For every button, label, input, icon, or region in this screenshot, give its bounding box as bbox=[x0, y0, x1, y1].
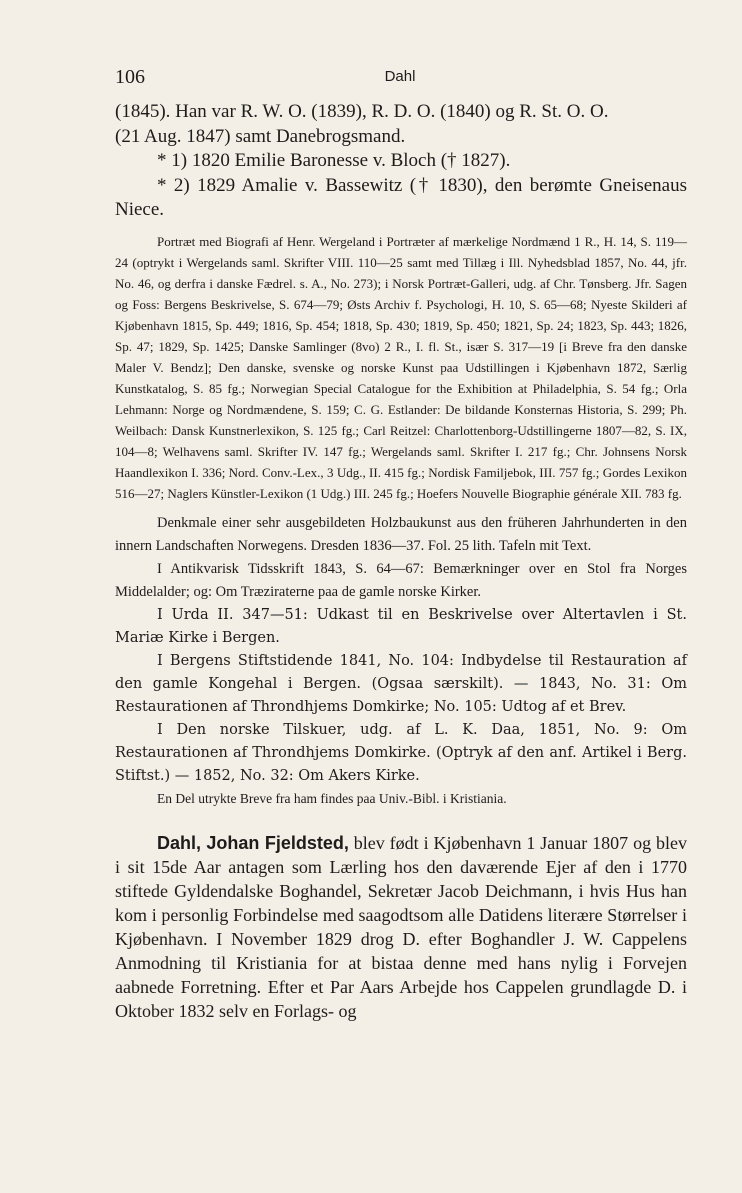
work-urda: I Urda II. 347—51: Udkast til en Beskrivelse over Altertavlen i St. Mariæ Kirke i Bergen. bbox=[115, 606, 687, 646]
running-title: Dahl bbox=[384, 68, 416, 85]
work-bergens: I Bergens Stiftstidende 1841, No. 104: Indbydelse til Restauration af den gamle Kongehal i Bergen. (Ogsaa særskilt). — 1843, No. 31: Om Restaurationen af Throndhjems Domkirke; No. 105: Udtog af et Brev. bbox=[115, 652, 687, 715]
page-number: 106 bbox=[115, 66, 145, 88]
intro-line-1: (1845). Han var R. W. O. (1839), R. D. O. (1840) og R. St. O. O. bbox=[115, 101, 609, 122]
intro-line-2: (21 Aug. 1847) samt Danebrogsmand. bbox=[115, 125, 406, 147]
marriage-1: * 1) 1820 Emilie Baronesse v. Bloch († 1827). bbox=[157, 150, 511, 171]
entry-text: blev født i Kjøbenhavn 1 Januar 1807 og blev i sit 15de Aar antagen som Lærling hos den daværende Ejer af den i 1770 stiftede Gyldendalske Boghandel, Sekretær Jacob Deichmann, i hvis Hus han kom i personlig Forbindelse med saagodtsom alle Datidens literære Størrelser i Kjøbenhavn. I November 1829 drog D. efter Boghandler J. W. Cappelens Anmodning til Kristiania for at bistaa denne med hans nylig i Forvejen aabnede Forretning. Efter et Par Aars Arbejde hos Cappelen grundlagde D. i Oktober 1832 selv en Forlags- og bbox=[115, 832, 687, 1021]
work-denkmale: Denkmale einer sehr ausgebildeten Holzbaukunst aus den früheren Jahrhunderten in den innern Landschaften Norwegens. Dresden 1836—37. Fol. 25 lith. Tafeln mit Text. bbox=[115, 514, 687, 554]
work-antikvarisk: I Antikvarisk Tidsskrift 1843, S. 64—67: Bemærkninger over en Stol fra Norges Middelalder; og: Om Træziraterne paa de gamle norske Kirker. bbox=[115, 560, 687, 600]
letters-note: En Del utrykte Breve fra ham findes paa Univ.-Bibl. i Kristiania. bbox=[157, 790, 507, 806]
page-content bbox=[115, 100, 687, 1023]
entry-paragraph bbox=[115, 831, 687, 1023]
work-norske: I Den norske Tilskuer, udg. af L. K. Daa, 1851, No. 9: Om Restaurationen af Throndhjems Domkirke. (Optryk af den anf. Artikel i Berg. Stiftst.) — 1852, No. 32: Om Akers Kirke. bbox=[115, 721, 687, 784]
page-header bbox=[115, 66, 685, 96]
marriage-2: * 2) 1829 Amalie v. Bassewitz († 1830), den berømte Gneisenaus Niece. bbox=[115, 174, 687, 220]
bibliography: Portræt med Biografi af Henr. Wergeland i Portræter af mærkelige Nordmænd 1 R., H. 14, S. 119—24 (optrykt i Wergelands saml. Skrifter VIII. 110—25 samt med Tillæg i Ill. Nyhedsblad 1857, No. 44, jfr. No. 46, og derfra i danske Fædrel. s. A., No. 273); i Norsk Portræt-Galleri, udg. af Chr. Tønsberg. Jfr. Sagen og Foss: Bergens Beskrivelse, S. 674—79; Østs Archiv f. Psychologi, H. 10, S. 65—68; Nyeste Skilderi af Kjøbenhavn 1815, Sp. 449; 1816, Sp. 454; 1818, Sp. 430; 1819, Sp. 450; 1821, Sp. 24; 1823, Sp. 443; 1826, Sp. 47; 1829, Sp. 1425; Danske Samlinger (8vo) 2 R., I. fl. St., især S. 317—19 [i Breve fra den danske Maler V. Bendz]; Den danske, svenske og norske Kunst paa Udstillingen i Kjøbenhavn 1872, Særlig Kunstkatalog, S. 85 fg.; Norwegian Special Catalogue for the Exhibition at Philadelphia, S. 54 fg.; Orla Lehmann: Norge og Nordmændene, S. 159; C. G. Estlander: De bildande Konsternas Historia, S. 299; Ph. Weilbach: Dansk Kunstnerlexikon, S. 125 fg.; Carl Reitzel: Charlottenborg-Udstillingerne 1807—82, S. IX, 104—8; Welhavens saml. Skrifter IV. 147 fg.; Wergelands saml. Skrifter I. 217 fg.; Chr. Johnsens Norsk Haandlexikon I. 336; Nord. Conv.-Lex., 3 Udg., II. 415 fg.; Nordisk Familjebok, III. 757 fg.; Gordes Lexikon 516—27; Naglers Künstler-Lexikon (1 Udg.) III. 245 fg.; Hoefers Nouvelle Biographie générale XII. 783 fg. bbox=[115, 233, 687, 501]
entry-name: Dahl, Johan Fjeldsted, bbox=[157, 832, 349, 853]
